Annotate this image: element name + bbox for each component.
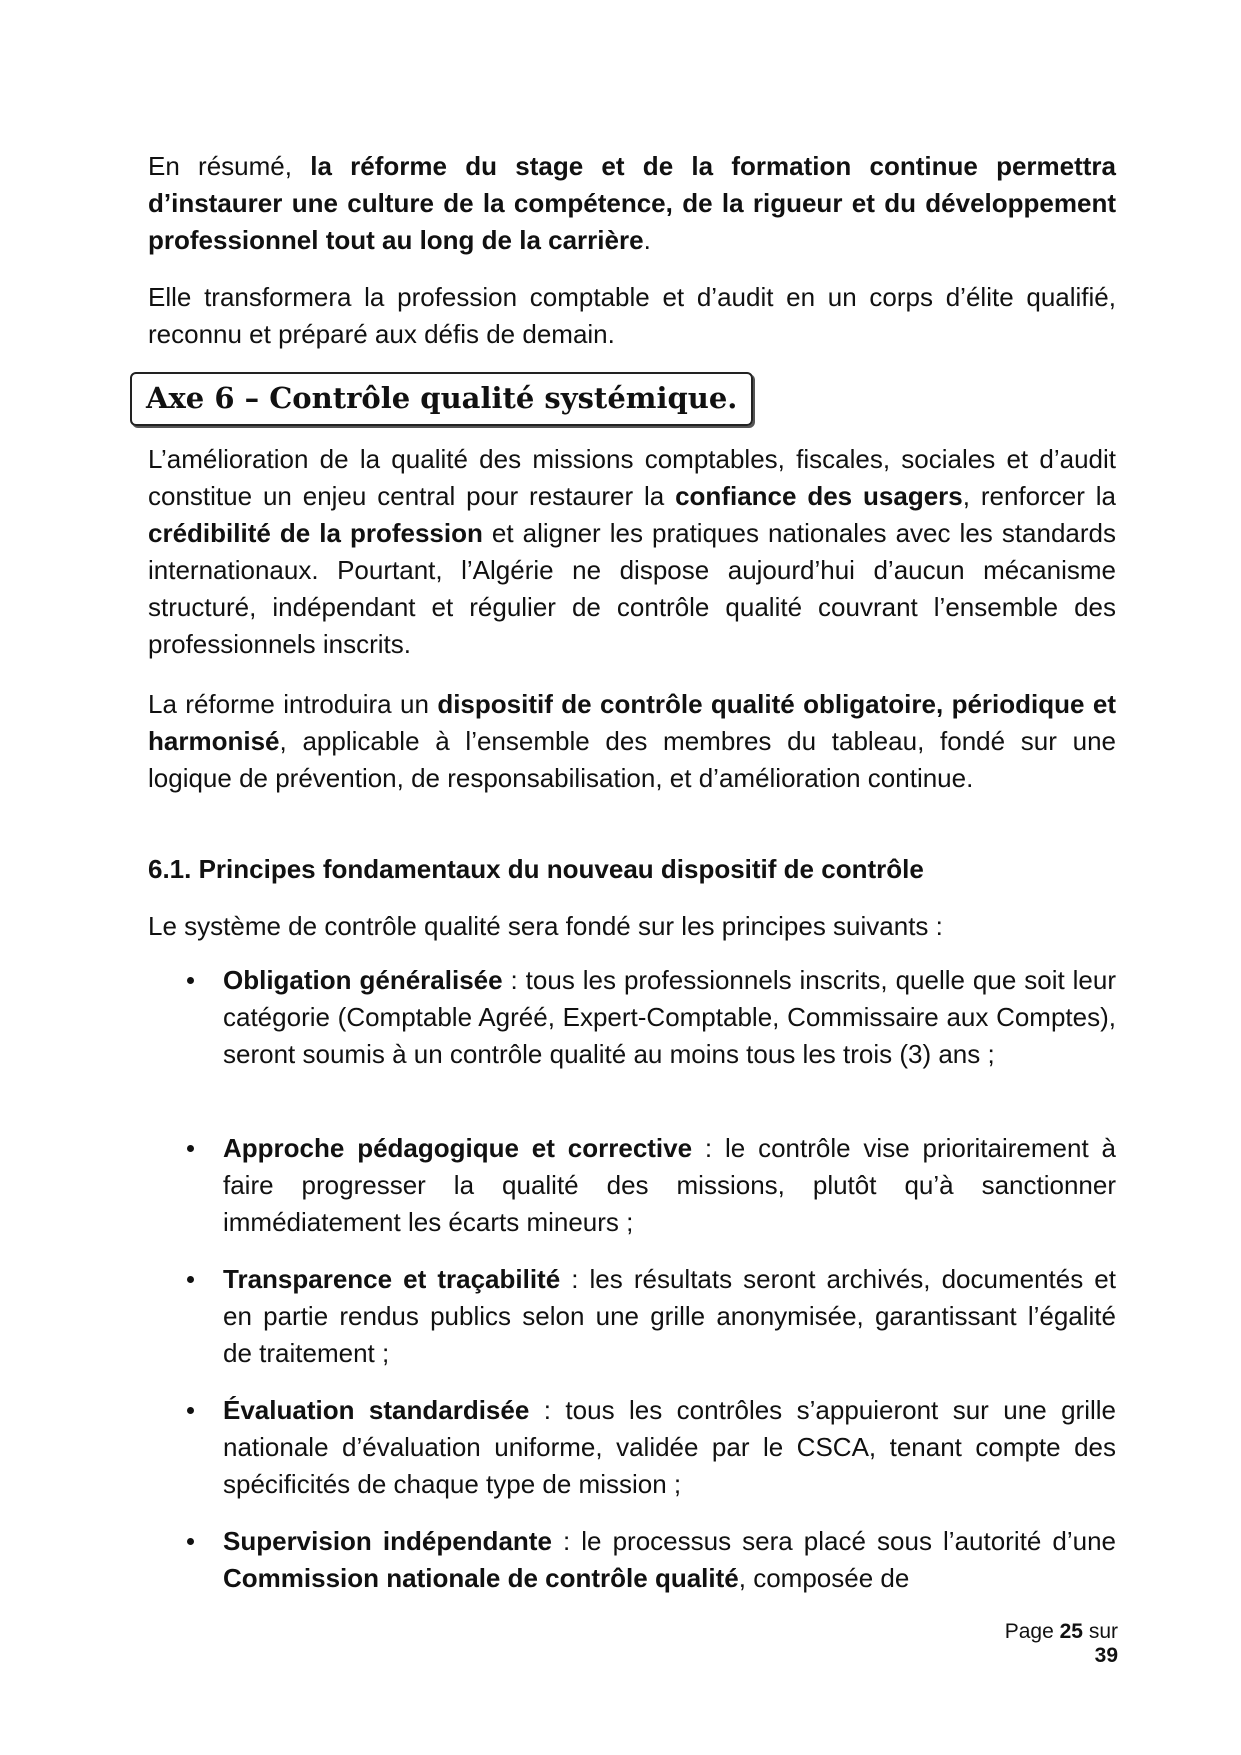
bold-run: Obligation généralisée [223, 965, 503, 995]
text-run: : le contrôle vise prioritairement à faire progresser la qualité des missions, plutôt qu’à sanctionner immédiatement les écarts mineurs ; [223, 1133, 1116, 1237]
list-item [223, 1523, 1116, 1597]
text-run: , composée de [738, 1563, 910, 1593]
text-run: La réforme introduira un [148, 689, 438, 719]
text-run: : le processus sera placé sous l’autorité d’une [551, 1526, 1116, 1556]
quality-intro-paragraph [148, 441, 1116, 663]
page-label: Page [1004, 1620, 1060, 1643]
list-item [223, 1130, 1116, 1241]
bullet-icon [187, 977, 194, 984]
text-run: L’amélioration de la qualité des missions comptables, fiscales, sociales et d’audit constitue un enjeu central pour restaurer la [148, 444, 1116, 511]
bold-run: crédibilité de la profession [148, 518, 483, 548]
section-6-1-heading: 6.1. Principes fondamentaux du nouveau dispositif de contrôle [148, 854, 924, 884]
text-run: et aligner les pratiques nationales avec les standards internationaux. Pourtant, l’Algérie ne dispose aujourd’hui d’aucun mécanisme structuré, indépendant et régulier de contrôle qualité couvrant l’ensemble des professionnels inscrits. [148, 518, 1117, 659]
bullet-icon [187, 1276, 194, 1283]
bold-run: Évaluation standardisée [223, 1395, 530, 1425]
summary-paragraph [148, 148, 1116, 259]
bullet-icon [187, 1407, 194, 1414]
current-page: 25 [1059, 1620, 1083, 1643]
text-run: , renforcer la [962, 481, 1117, 511]
bold-run: Supervision indépendante [223, 1526, 552, 1556]
text-run: : tous les professionnels inscrits, quelle que soit leur catégorie (Comptable Agréé, Expert-Comptable, Commissaire aux Comptes), seront soumis à un contrôle qualité au moins tous les trois (3) ans ; [223, 965, 1116, 1069]
bold-run: Transparence et traçabilité [223, 1264, 561, 1294]
page-number [978, 1620, 1118, 1668]
bold-run: dispositif de contrôle qualité obligatoire, périodique et harmonisé [148, 689, 1116, 756]
bold-run: Approche pédagogique et corrective [223, 1133, 693, 1163]
summary-end: . [643, 225, 651, 255]
text-run: : les résultats seront archivés, documentés et en partie rendus publics selon une grille anonymisée, garantissant l’égalité de traitement ; [223, 1264, 1116, 1368]
list-item [223, 962, 1116, 1073]
text-run: , applicable à l’ensemble des membres du tableau, fondé sur une logique de prévention, de responsabilisation, et d’amélioration continue. [148, 726, 1116, 793]
text-run: : tous les contrôles s’appuieront sur une grille nationale d’évaluation uniforme, validée par le CSCA, tenant compte des spécificités de chaque type de mission ; [223, 1395, 1117, 1499]
transform-paragraph: Elle transformera la profession comptable et d’audit en un corps d’élite qualifié, reconnu et préparé aux défis de demain. [148, 282, 1116, 349]
summary-bold: la réforme du stage et de la formation continue permettra d’instaurer une culture de la compétence, de la rigueur et du développement professionnel tout au long de la carrière [148, 151, 1116, 255]
bullet-icon [187, 1145, 194, 1152]
summary-intro: En résumé, [148, 151, 311, 181]
list-item [223, 1392, 1116, 1503]
bullet-icon [187, 1538, 194, 1545]
bold-run: Commission nationale de contrôle qualité [223, 1563, 739, 1593]
total-pages: 39 [1094, 1644, 1118, 1667]
axe-6-heading: Axe 6 – Contrôle qualité systémique. [130, 372, 753, 426]
principles-intro: Le système de contrôle qualité sera fondé sur les principes suivants : [148, 911, 943, 941]
list-item [223, 1261, 1116, 1372]
bold-run: confiance des usagers [675, 481, 963, 511]
page-of-label: sur [1082, 1620, 1118, 1643]
reform-paragraph [148, 686, 1116, 797]
